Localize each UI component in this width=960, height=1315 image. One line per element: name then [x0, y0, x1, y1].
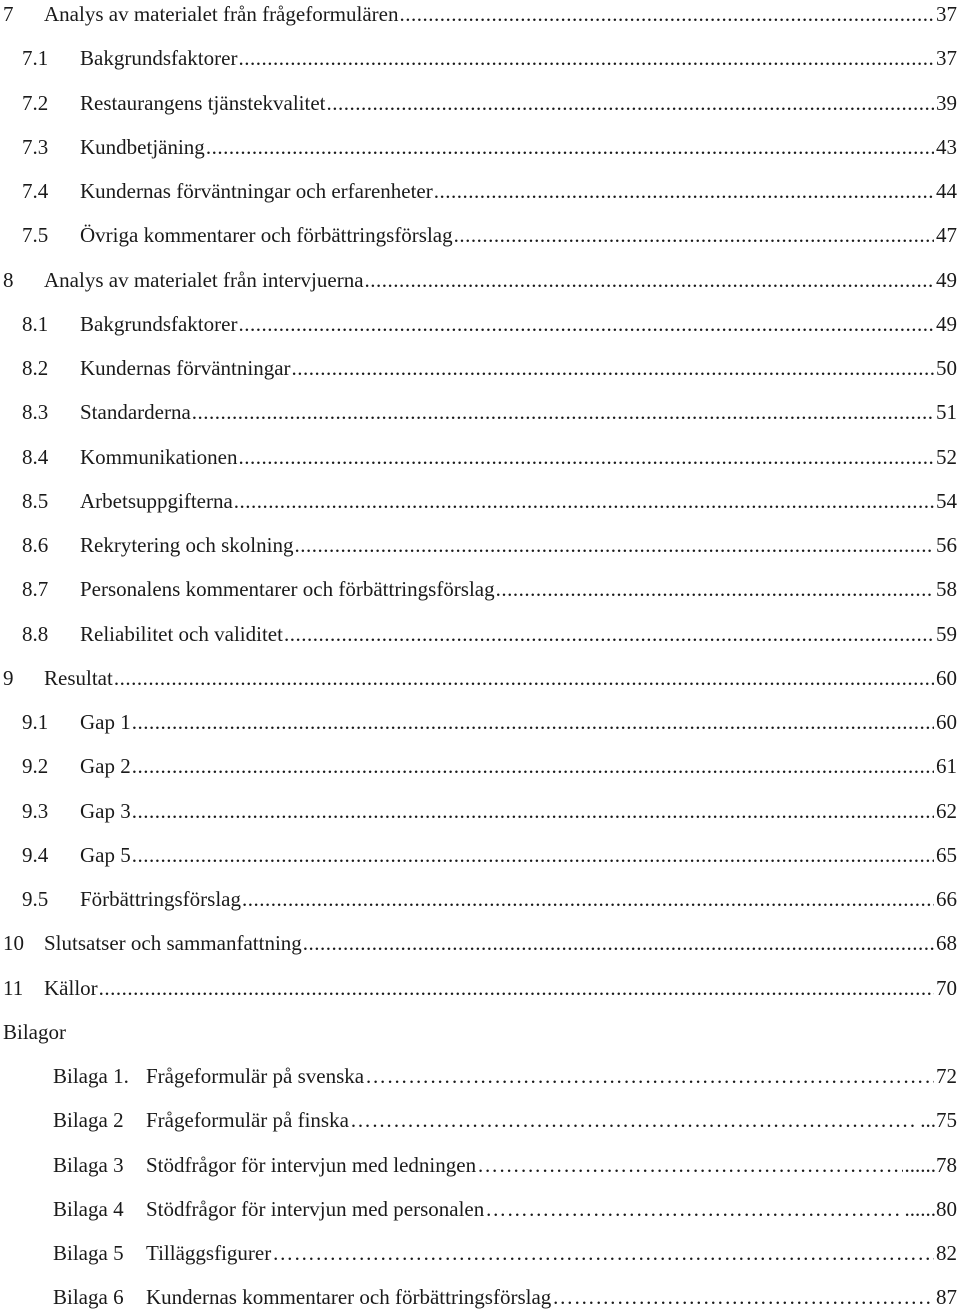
appendix-entry-number: Bilaga 2 — [53, 1108, 124, 1133]
toc-entry-title: Kundernas förväntningar — [80, 356, 291, 380]
appendix-entry-row[interactable] — [0, 1102, 960, 1138]
toc-entry-row[interactable] — [0, 527, 960, 563]
toc-entry-number: 11 — [3, 975, 24, 1000]
dot-leader — [132, 704, 934, 740]
appendix-entry-page-number: 72 — [936, 1064, 957, 1088]
toc-entry-title: Reliabilitet och validitet — [80, 621, 283, 646]
toc-entry-page-number: 66 — [936, 887, 957, 911]
toc-entry-page-number: 44 — [936, 179, 957, 203]
toc-entry-row[interactable] — [0, 0, 960, 32]
toc-entry-number: 9 — [3, 665, 14, 690]
appendix-entry-title: Stödfrågor för intervjun med ledningen — [146, 1152, 477, 1177]
toc-entry-page-number: 50 — [936, 356, 957, 380]
appendix-entry-number: Bilaga 1. — [53, 1064, 129, 1088]
toc-entry-number: 7 — [3, 2, 14, 26]
appendix-entry-page-number: 87 — [936, 1285, 957, 1310]
toc-entry-number: 8.7 — [22, 577, 49, 602]
toc-entry-page-number: 39 — [936, 90, 957, 115]
dot-leader — [365, 262, 934, 298]
toc-entry-row[interactable] — [0, 837, 960, 873]
appendix-entry-row[interactable] — [0, 1191, 960, 1227]
appendix-entry-title: Stödfrågor för intervjun med personalen — [146, 1196, 485, 1221]
toc-entry-page-number: 58 — [936, 577, 957, 602]
appendix-entry-title: Frågeformulär på svenska — [146, 1064, 365, 1088]
dot-leader — [206, 129, 934, 165]
appendix-entry-page-number: ...75 — [920, 1108, 957, 1133]
toc-entry-row[interactable] — [0, 748, 960, 784]
toc-entry-page-number: 68 — [936, 931, 957, 956]
dot-leader — [284, 616, 934, 652]
dot-leader — [242, 881, 934, 917]
dot-leader — [238, 439, 934, 475]
toc-entry-title: Kommunikationen — [80, 444, 238, 469]
dot-leader — [434, 173, 934, 209]
dot-leader — [400, 0, 935, 32]
toc-entry-page-number: 62 — [936, 798, 957, 823]
appendix-entry-number: Bilaga 3 — [53, 1152, 124, 1177]
toc-entry-title: Analys av materialet från frågeformulären — [44, 2, 399, 26]
appendix-heading — [0, 1014, 960, 1050]
toc-entry-row[interactable] — [0, 439, 960, 475]
dot-leader — [365, 1058, 934, 1094]
dot-leader — [552, 1279, 934, 1315]
toc-entry-row[interactable] — [0, 173, 960, 209]
toc-entry-number: 9.5 — [22, 887, 49, 911]
toc-entry-number: 7.1 — [22, 46, 49, 71]
toc-entry-number: 8.3 — [22, 400, 49, 425]
toc-entry-title: Övriga kommentarer och förbättringsförslag — [80, 223, 453, 248]
appendix-entry-page-number: ......78 — [904, 1152, 957, 1177]
toc-entry-number: 7.3 — [22, 134, 49, 159]
toc-entry-title: Kundernas förväntningar och erfarenheter — [80, 179, 433, 203]
toc-entry-row[interactable] — [0, 129, 960, 165]
toc-entry-page-number: 70 — [936, 975, 957, 1000]
toc-entry-title: Bakgrundsfaktorer — [80, 46, 238, 71]
appendix-entry-row[interactable] — [0, 1147, 960, 1183]
toc-entry-row[interactable] — [0, 85, 960, 121]
toc-entry-number: 7.4 — [22, 179, 49, 203]
toc-entry-row[interactable] — [0, 262, 960, 298]
toc-entry-row[interactable] — [0, 704, 960, 740]
toc-entry-number: 8.4 — [22, 444, 49, 469]
appendix-entry-row[interactable] — [0, 1235, 960, 1271]
toc-entry-title: Arbetsuppgifterna — [80, 488, 233, 513]
dot-leader — [350, 1102, 918, 1138]
toc-entry-row[interactable] — [0, 394, 960, 430]
toc-entry-row[interactable] — [0, 793, 960, 829]
toc-entry-page-number: 37 — [936, 46, 957, 71]
toc-entry-number: 8.2 — [22, 356, 49, 380]
toc-entry-title: Gap 2 — [80, 754, 131, 779]
dot-leader — [303, 925, 934, 961]
toc-entry-number: 8.6 — [22, 533, 49, 557]
appendix-heading-label: Bilagor — [3, 1019, 66, 1044]
dot-leader — [238, 40, 934, 76]
dot-leader — [114, 660, 934, 696]
toc-entry-title: Personalens kommentarer och förbättringsförslag — [80, 577, 495, 602]
toc-entry-row[interactable] — [0, 881, 960, 917]
dot-leader — [132, 793, 934, 829]
toc-entry-number: 10 — [3, 931, 24, 956]
toc-entry-number: 7.5 — [22, 223, 49, 248]
dot-leader — [99, 970, 934, 1006]
toc-entry-page-number: 60 — [936, 710, 957, 734]
toc-entry-title: Resultat — [44, 665, 113, 690]
dot-leader — [272, 1235, 934, 1271]
toc-entry-page-number: 49 — [936, 267, 957, 292]
toc-entry-page-number: 56 — [936, 533, 957, 557]
dot-leader — [292, 350, 934, 386]
toc-entry-title: Analys av materialet från intervjuerna — [44, 267, 364, 292]
appendix-entry-number: Bilaga 5 — [53, 1241, 124, 1265]
toc-entry-title: Restaurangens tjänstekvalitet — [80, 90, 326, 115]
toc-entry-row[interactable] — [0, 571, 960, 607]
appendix-entry-title: Frågeformulär på finska — [146, 1108, 349, 1133]
toc-entry-row[interactable] — [0, 660, 960, 696]
toc-entry-title: Kundbetjäning — [80, 134, 205, 159]
dot-leader — [238, 306, 934, 342]
toc-entry-number: 7.2 — [22, 90, 49, 115]
toc-entry-row[interactable] — [0, 925, 960, 961]
toc-entry-title: Rekrytering och skolning — [80, 533, 294, 557]
toc-entry-number: 9.1 — [22, 710, 49, 734]
toc-entry-page-number: 49 — [936, 311, 957, 336]
toc-entry-row[interactable] — [0, 616, 960, 652]
appendix-entry-title: Tilläggsfigurer — [146, 1241, 272, 1265]
toc-entry-number: 9.2 — [22, 754, 49, 779]
toc-entry-row[interactable] — [0, 40, 960, 76]
toc-entry-page-number: 54 — [936, 488, 957, 513]
dot-leader — [477, 1147, 902, 1183]
toc-entry-title: Gap 5 — [80, 842, 131, 867]
toc-entry-row[interactable] — [0, 483, 960, 519]
dot-leader — [132, 837, 934, 873]
dot-leader — [234, 483, 934, 519]
toc-entry-title: Gap 1 — [80, 710, 131, 734]
toc-entry-page-number: 47 — [936, 223, 957, 248]
dot-leader — [327, 85, 934, 121]
toc-entry-title: Gap 3 — [80, 798, 131, 823]
toc-entry-page-number: 51 — [936, 400, 957, 425]
appendix-entry-row[interactable] — [0, 1279, 960, 1315]
toc-entry-number: 9.4 — [22, 842, 49, 867]
toc-entry-row[interactable] — [0, 970, 960, 1006]
appendix-entry-title: Kundernas kommentarer och förbättringsförslag — [146, 1285, 552, 1310]
appendix-entry-page-number: 82 — [936, 1241, 957, 1265]
appendix-entry-row[interactable] — [0, 1058, 960, 1094]
toc-entry-number: 8.1 — [22, 311, 49, 336]
dot-leader — [485, 1191, 902, 1227]
toc-entry-title: Bakgrundsfaktorer — [80, 311, 238, 336]
toc-entry-row[interactable] — [0, 350, 960, 386]
dot-leader — [454, 217, 934, 253]
dot-leader — [496, 571, 934, 607]
dot-leader — [132, 748, 934, 784]
toc-entry-title: Förbättringsförslag — [80, 887, 241, 911]
toc-entry-row[interactable] — [0, 306, 960, 342]
appendix-entry-number: Bilaga 4 — [53, 1196, 124, 1221]
toc-entry-page-number: 43 — [936, 134, 957, 159]
appendix-entry-page-number: ......80 — [904, 1196, 957, 1221]
toc-entry-page-number: 37 — [936, 2, 957, 26]
toc-entry-number: 8.8 — [22, 621, 49, 646]
dot-leader — [192, 394, 934, 430]
toc-entry-number: 8.5 — [22, 488, 49, 513]
appendix-entry-number: Bilaga 6 — [53, 1285, 124, 1310]
toc-entry-title: Källor — [44, 975, 98, 1000]
toc-entry-page-number: 60 — [936, 665, 957, 690]
toc-entry-page-number: 65 — [936, 842, 957, 867]
dot-leader — [294, 527, 934, 563]
toc-entry-page-number: 52 — [936, 444, 957, 469]
toc-entry-page-number: 59 — [936, 621, 957, 646]
toc-entry-number: 9.3 — [22, 798, 49, 823]
toc-entry-page-number: 61 — [936, 754, 957, 779]
toc-entry-row[interactable] — [0, 217, 960, 253]
toc-entry-number: 8 — [3, 267, 14, 292]
toc-entry-title: Slutsatser och sammanfattning — [44, 931, 302, 956]
toc-entry-title: Standarderna — [80, 400, 191, 425]
